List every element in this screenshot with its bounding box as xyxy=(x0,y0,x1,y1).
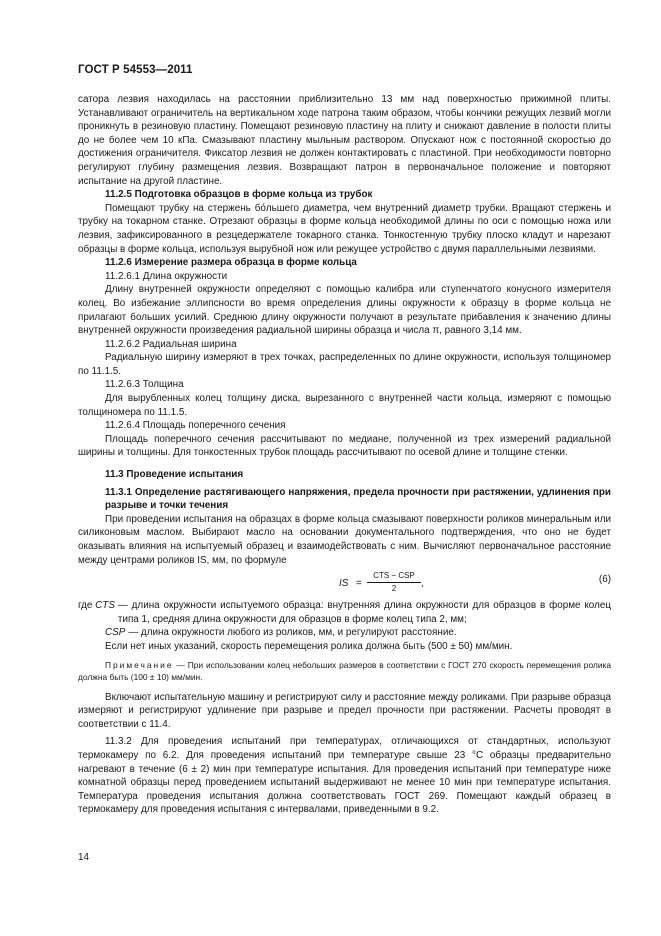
formula-denominator: 2 xyxy=(391,584,397,594)
page-number: 14 xyxy=(78,852,89,863)
paragraph-include: Включают испытательную машину и регистрируют силу и расстояние между роликами. При разрыве образца измеряют и регистрируют удлинение при разрыве и предел прочности при растяжении. Расчеты проводят в соответствии с 11.4. xyxy=(78,691,611,730)
formula-6 xyxy=(78,569,611,599)
paragraph-speed: Если нет иных указаний, скорость перемещения ролика должна быть (500 ± 50) мм/мин. xyxy=(105,640,513,652)
formula-equals: = xyxy=(356,578,362,590)
paragraph-continuation: сатора лезвия находилась на расстоянии приблизительно 13 мм над поверхностью прижимной плиты. Устанавливают ограничитель на вертикальном ходе патрона таким образом, чтобы кончики режущих лезвий могли проникнуть в резиновую пластину. Помещают резиновую пластину на плиту и снижают давление в полости плиты до не более чем 10 кПа. Смазывают пластину мыльным раствором. Опускают нож с постоянной скоростью до достижения ограничителя. Фиксатор лезвия не должен контактировать с пластиной. При необходимости повторно регулируют глубину размещения лезвия. Возвращают патрон в первоначальное положение и повторяют испытание на другой пластине. xyxy=(78,94,611,187)
note-label: Примечание xyxy=(105,659,174,670)
subheading-11-2-6-3: 11.2.6.3 Толщина xyxy=(105,379,184,391)
heading-11-2-5: 11.2.5 Подготовка образцов в форме кольца из трубок xyxy=(105,189,373,201)
symbol-csp: CSP xyxy=(105,627,126,639)
paragraph-11-2-6-3: Для вырубленных колец толщину диска, вырезанного с внутренней части кольца, измеряют с помощью толщиномера по 11.1.5. xyxy=(78,393,611,418)
note xyxy=(78,659,611,683)
document-body xyxy=(78,93,611,817)
paragraph-11-2-5: Помещают трубку на стержень бо́льшего диаметра, чем внутренний диаметр трубки. Вращают стержень и трубку на токарном станке. Отрезают образцы в форме кольца необходимой длины по оси с помощью ножа или лезвия, зафиксированного в резцедержателе токарного станка. Тонкостенную трубку плоско кладут и нарезают образцы в форме кольца, используя вырубной нож или режущее устройство с двумя параллельными лезвиями. xyxy=(78,202,611,255)
formula-comma: , xyxy=(421,578,424,590)
formula-fraction xyxy=(367,570,421,594)
formula-number: (6) xyxy=(598,574,611,586)
subheading-11-2-6-2: 11.2.6.2 Радиальная ширина xyxy=(105,338,237,350)
paragraph-11-2-6-2: Радиальную ширину измеряют в трех точках, распределенных по длине окружности, используя толщиномер по 11.1.5. xyxy=(78,352,611,377)
heading-11-3: 11.3 Проведение испытания xyxy=(105,469,244,481)
formula-numerator: CTS − CSP xyxy=(367,570,421,583)
formula-lhs: IS xyxy=(339,578,349,590)
paragraph-11-2-6-4: Площадь поперечного сечения рассчитывают по медиане, полученной из трех измерений радиальной ширины и толщины. Для тонкостенных трубок площадь рассчитывают по осевой длине и толщине стенки. xyxy=(78,433,611,459)
symbol-cts: CTS xyxy=(95,600,115,612)
paragraph-11-2-6-1: Длину внутренней окружности определяют с помощью калибра или ступенчатого конусного измерителя колец. Во избежание эллипсности во время определения длины окружности к образцу в форме кольца не прилагают больших усилий. Среднюю длину окружности получают в результате прибавления к значению длины внутренней окружности произведения радиальной ширины образца и числа π, равного 3,14 мм. xyxy=(78,284,611,337)
definition-csp xyxy=(78,626,611,640)
heading-11-2-6: 11.2.6 Измерение размера образца в форме кольца xyxy=(105,257,357,269)
note-text: — При использовании колец небольших размеров в соответствии с ГОСТ 270 скорость перемещения ролика должна быть (100 ± 10) мм/мин. xyxy=(78,659,611,682)
heading-11-3-1: 11.3.1 Определение растягивающего напряжения, предела прочности при растяжении, удлинения при разрыве и точки течения xyxy=(105,486,611,512)
definition-cts-text: — длина окружности испытуемого образца: внутренняя длина окружности для образцов в форме колец типа 1, средняя длина окружности для образцов в форме колец типа 2, мм; xyxy=(117,600,611,625)
paragraph-11-3-1: При проведении испытания на образцах в форме кольца смазывают поверхности роликов минеральным или силиконовым маслом. Выбирают масло на основании документального подтверждения, что оно не будет оказывать влияния на испытуемый образец и взаимодействовать с ним. Вычисляют первоначальное расстояние между центрами роликов IS, мм, по формуле xyxy=(78,513,611,566)
subheading-11-2-6-4: 11.2.6.4 Площадь поперечного сечения xyxy=(105,420,286,432)
definition-csp-text: — длина окружности любого из роликов, мм, и регулируют расстояние. xyxy=(128,627,457,639)
subheading-11-2-6-1: 11.2.6.1 Длина окружности xyxy=(105,270,228,282)
paragraph-11-3-2: 11.3.2 Для проведения испытаний при температурах, отличающихся от стандартных, используют термокамеру по 6.2. Для проведения испытаний при температуре свыше 23 °С образцы предварительно нагревают в течение (6 ± 2) мин при температуре испытания. Для проведения испытаний при температуре ниже комнатной образцы перед проведением испытаний выдерживают не менее 10 мин при температуре испытания. Температура проведения испытания должна соответствовать ГОСТ 269. Помещают каждый образец в термокамеру для проведения испытания с интервалами, приведенными в 9.2. xyxy=(78,736,611,816)
where-prefix: где xyxy=(78,600,93,612)
definition-cts xyxy=(78,599,611,626)
document-header: ГОСТ Р 54553—2011 xyxy=(78,64,193,76)
